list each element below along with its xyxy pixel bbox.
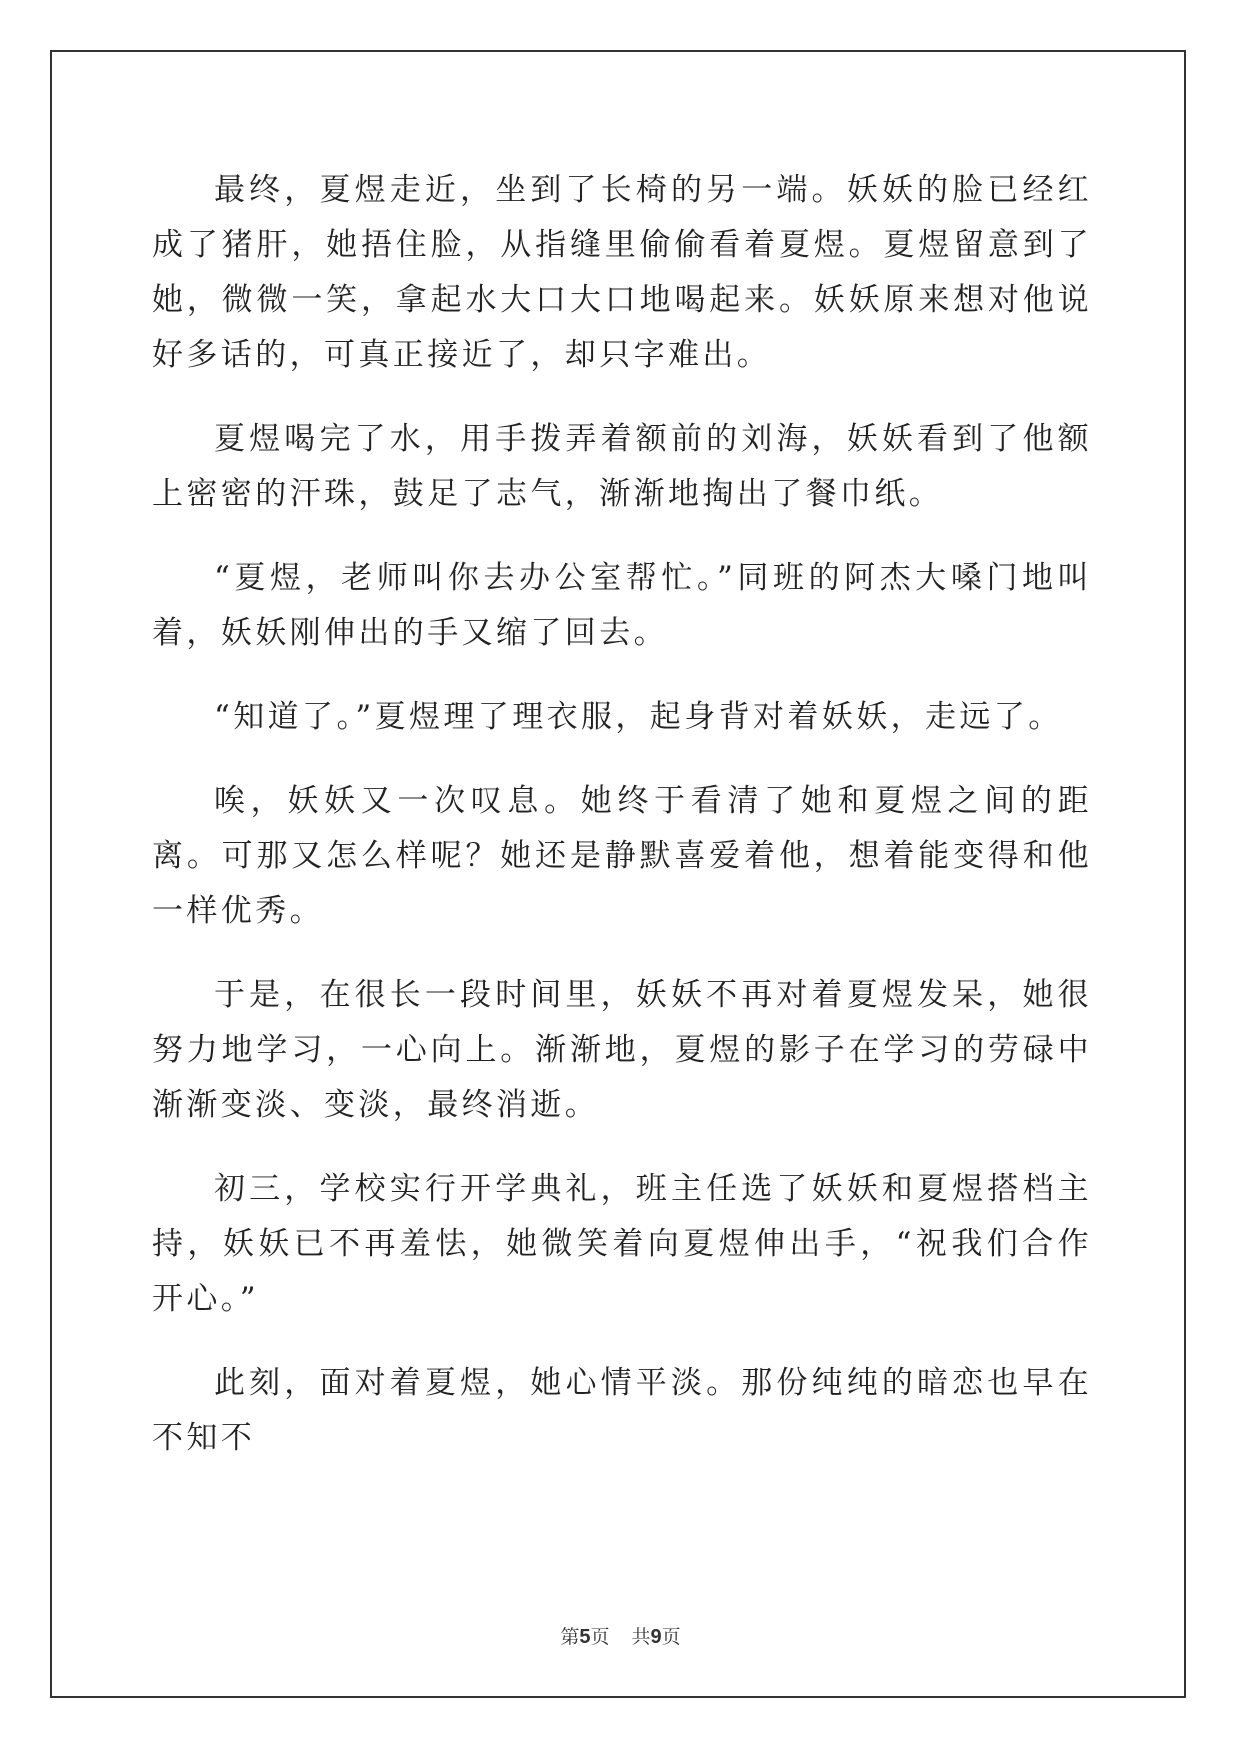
paragraph: “夏煜，老师叫你去办公室帮忙。”同班的阿杰大嗓门地叫着，妖妖刚伸出的手又缩了回去。	[152, 560, 1092, 651]
current-page-number: 5	[579, 1626, 591, 1648]
paragraph: 最终，夏煜走近，坐到了长椅的另一端。妖妖的脸已经红成了猪肝，她捂住脸，从指缝里偷偷看着夏煜。夏煜留意到了她，微微一笑，拿起水大口大口地喝起来。妖妖原来想对他说好多话的，可真正接近了，却只字难出。	[152, 172, 1092, 373]
paragraph: 夏煜喝完了水，用手拨弄着额前的刘海，妖妖看到了他额上密密的汗珠，鼓足了志气，渐渐地掏出了餐巾纸。	[152, 421, 1092, 512]
paragraph: 初三，学校实行开学典礼，班主任选了妖妖和夏煜搭档主持，妖妖已不再羞怯，她微笑着向夏煜伸出手，“祝我们合作开心。”	[152, 1171, 1092, 1317]
paragraph: 此刻，面对着夏煜，她心情平淡。那份纯纯的暗恋也早在不知不	[152, 1365, 1092, 1456]
page-prefix: 第	[560, 1626, 580, 1648]
paragraph: “知道了。”夏煜理了理衣服，起身背对着妖妖，走远了。	[214, 699, 1063, 735]
page-unit: 页	[590, 1626, 610, 1648]
page-footer	[0, 1622, 1241, 1649]
paragraph: 唉，妖妖又一次叹息。她终于看清了她和夏煜之间的距离。可那又怎么样呢？她还是静默喜爱着他，想着能变得和他一样优秀。	[152, 783, 1092, 929]
total-page-number: 9	[650, 1626, 662, 1648]
total-prefix: 共	[631, 1626, 651, 1648]
total-unit: 页	[661, 1626, 681, 1648]
document-body	[152, 163, 1092, 1495]
paragraph: 于是，在很长一段时间里，妖妖不再对着夏煜发呆，她很努力地学习，一心向上。渐渐地，夏煜的影子在学习的劳碌中渐渐变淡、变淡，最终消逝。	[152, 977, 1092, 1123]
